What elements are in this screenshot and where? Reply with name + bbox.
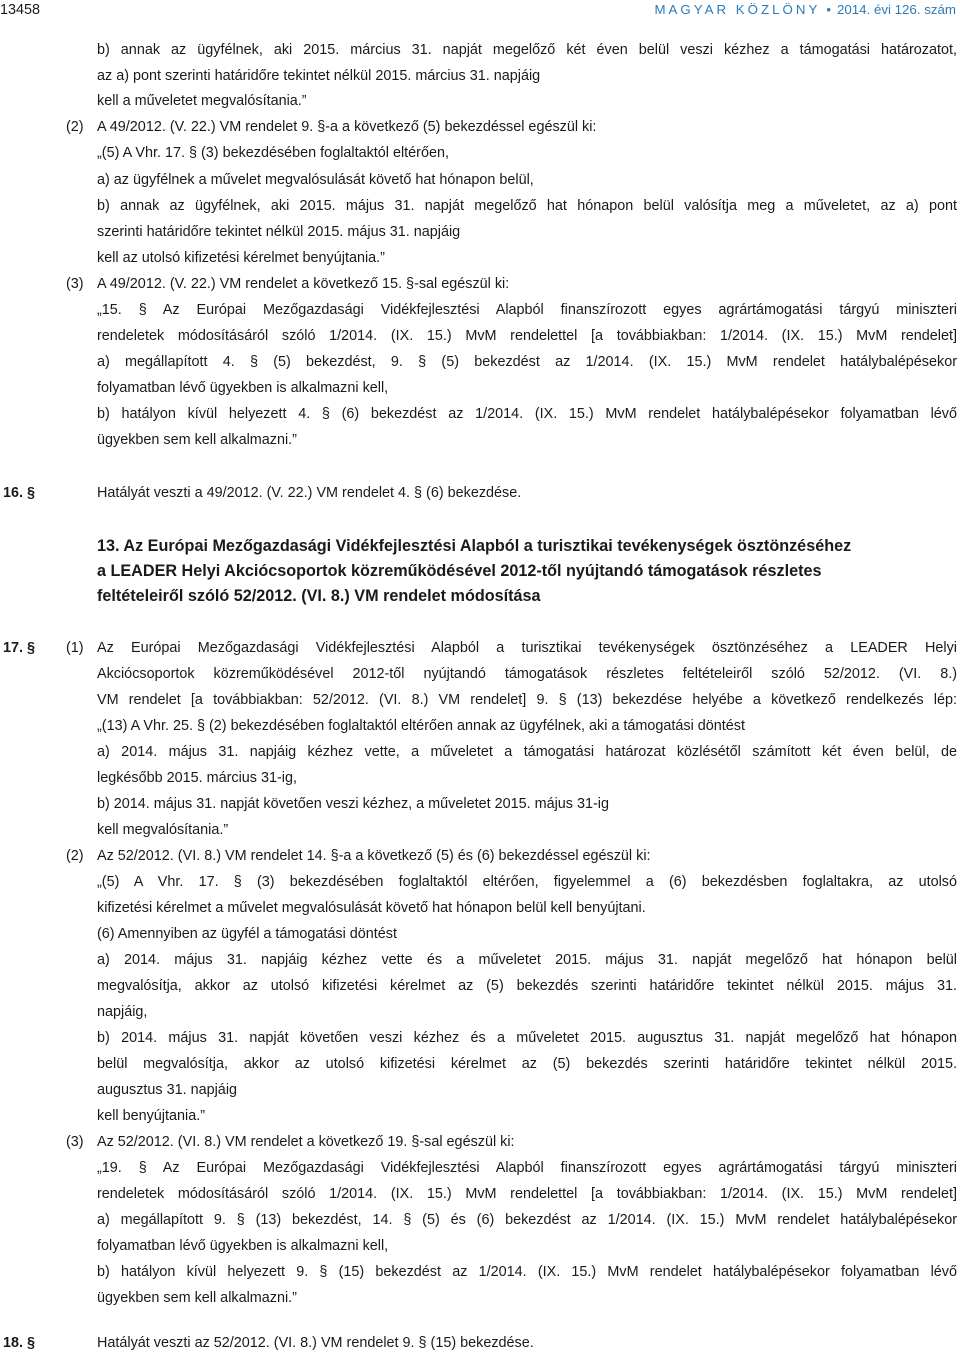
text-line: (6) Amennyiben az ügyfél a támogatási döntést xyxy=(97,926,397,942)
chapter-title-line: a LEADER Helyi Akciócsoportok közreműködésével 2012-től nyújtandó támogatások részletes xyxy=(97,562,822,580)
text-line: ügyekben sem kell alkalmazni.” xyxy=(97,432,297,448)
text-line: kell megvalósítania.” xyxy=(97,822,229,838)
paragraph-number: (1) xyxy=(66,640,84,656)
text-line: rendeletek módosításáról szóló 1/2014. (IX. 15.) MvM rendelettel [a továbbiakban: 1/2014. (IX. 15.) MvM rendelet] xyxy=(97,328,957,344)
text-line: b) 2014. május 31. napját követően veszi kézhez és a műveletet 2015. augusztus 31. napját megelőző hat hónapon xyxy=(97,1030,957,1046)
text-line: Akciócsoportok közreműködésével 2012-től nyújtandó támogatások részletes feltételeiről szóló 52/2012. (VI. 8.) xyxy=(97,666,957,682)
text-line: „(5) A Vhr. 17. § (3) bekezdésében foglaltaktól eltérően, xyxy=(97,145,449,161)
text-line: belül megvalósítja, akkor az utolsó kifizetési kérelmet az (5) bekezdés szerinti határidőre tekintet nélkül 2015. xyxy=(97,1056,957,1072)
text-line: az a) pont szerinti határidőre tekintet nélkül 2015. március 31. napjáig xyxy=(97,68,541,84)
text-line: megvalósítja, akkor az utolsó kifizetési kérelmet az (5) bekezdés szerinti határidőre tekintet nélkül 2015. május 31. xyxy=(97,978,957,994)
text-line: „(13) A Vhr. 25. § (2) bekezdésében foglaltaktól eltérően annak az ügyfélnek, aki a támogatási döntést xyxy=(97,718,745,734)
journal-header xyxy=(654,0,956,20)
text-line: a) megállapított 9. § (13) bekezdést, 14. § (5) és (6) bekezdést az 1/2014. (IX. 15.) MvM rendelet hatálybalépésekor xyxy=(97,1212,957,1228)
text-line: kifizetési kérelmet a művelet megvalósulását követő hat hónapon belül kell benyújtani. xyxy=(97,900,646,916)
text-line: Az 52/2012. (VI. 8.) VM rendelet a következő 19. §-sal egészül ki: xyxy=(97,1134,515,1150)
header-separator: • xyxy=(826,2,831,17)
paragraph-number: (2) xyxy=(66,119,84,135)
text-line: rendeletek módosításáról szóló 1/2014. (IX. 15.) MvM rendelettel [a továbbiakban: 1/2014. (IX. 15.) MvM rendelet] xyxy=(97,1186,957,1202)
text-line: folyamatban lévő ügyekben is alkalmazni kell, xyxy=(97,380,389,396)
issue-label: 2014. évi 126. szám xyxy=(836,2,956,17)
journal-title: MAGYAR KÖZLÖNY xyxy=(654,2,821,17)
text-line: a) megállapított 4. § (5) bekezdést, 9. § (5) bekezdést az 1/2014. (IX. 15.) MvM rendelet hatálybalépésekor xyxy=(97,354,957,370)
text-line: kell benyújtania.” xyxy=(97,1108,205,1124)
text-line: A 49/2012. (V. 22.) VM rendelet a következő 15. §-sal egészül ki: xyxy=(97,276,510,292)
text-line: „(5) A Vhr. 17. § (3) bekezdésében foglaltaktól eltérően, figyelemmel a (6) bekezdésben foglaltakra, az utolsó xyxy=(97,874,957,890)
text-line: A 49/2012. (V. 22.) VM rendelet 9. §-a a következő (5) bekezdéssel egészül ki: xyxy=(97,119,597,135)
text-line: kell az utolsó kifizetési kérelmet benyújtania.” xyxy=(97,250,385,266)
paragraph-number: (2) xyxy=(66,848,84,864)
text-line: „19. § Az Európai Mezőgazdasági Vidékfejlesztési Alapból finanszírozott egyes agrártámogatási tárgyú miniszteri xyxy=(97,1160,957,1176)
text-line: napjáig, xyxy=(97,1004,148,1020)
text-line: kell a műveletet megvalósítania.” xyxy=(97,93,307,109)
text-line: „15. § Az Európai Mezőgazdasági Vidékfejlesztési Alapból finanszírozott egyes agrártámogatási tárgyú miniszteri xyxy=(97,302,957,318)
page-header xyxy=(0,0,960,24)
section-number: 18. § xyxy=(3,1335,36,1351)
text-line: b) 2014. május 31. napját követően veszi kézhez, a műveletet 2015. május 31-ig xyxy=(97,796,609,812)
text-line: Az Európai Mezőgazdasági Vidékfejlesztési Alapból a turisztikai tevékenységek ösztönzéséhez a LEADER Helyi xyxy=(97,640,957,656)
text-line: b) hatályon kívül helyezett 4. § (6) bekezdést az 1/2014. (IX. 15.) MvM rendelet hatálybalépésekor folyamatban lévő xyxy=(97,406,957,422)
page-number: 13458 xyxy=(0,2,41,18)
text-line: VM rendelet [a továbbiakban: 52/2012. (VI. 8.) VM rendelet] 9. § (13) bekezdése helyébe a következő rendelkezés lép: xyxy=(97,692,957,708)
text-line: Hatályát veszti az 52/2012. (VI. 8.) VM rendelet 9. § (15) bekezdése. xyxy=(97,1335,534,1351)
section-number: 17. § xyxy=(3,640,36,656)
text-line: b) annak az ügyfélnek, aki 2015. május 31. napját megelőző hat hónapon belül valósítja meg a műveletet, az a) pont xyxy=(97,198,957,214)
paragraph-number: (3) xyxy=(66,1134,84,1150)
chapter-title-line: 13. Az Európai Mezőgazdasági Vidékfejlesztési Alapból a turisztikai tevékenységek ösztönzéséhez xyxy=(97,537,852,555)
paragraph-number: (3) xyxy=(66,276,84,292)
text-line: ügyekben sem kell alkalmazni.” xyxy=(97,1290,297,1306)
text-line: legkésőbb 2015. március 31-ig, xyxy=(97,770,297,786)
chapter-title-line: feltételeiről szóló 52/2012. (VI. 8.) VM rendelet módosítása xyxy=(97,587,541,605)
text-line: szerinti határidőre tekintet nélkül 2015. május 31. napjáig xyxy=(97,224,461,240)
text-line: Az 52/2012. (VI. 8.) VM rendelet 14. §-a a következő (5) és (6) bekezdéssel egészül ki: xyxy=(97,848,651,864)
text-line: b) annak az ügyfélnek, aki 2015. március 31. napját megelőző két éven belül veszi kézhez a támogatási határozatot, xyxy=(97,42,957,58)
text-line: a) 2014. május 31. napjáig kézhez vette, a műveletet a támogatási határozat közlésétől számított két éven belül, de xyxy=(97,744,957,760)
text-line: Hatályát veszti a 49/2012. (V. 22.) VM rendelet 4. § (6) bekezdése. xyxy=(97,485,522,501)
text-line: augusztus 31. napjáig xyxy=(97,1082,238,1098)
text-line: a) 2014. május 31. napjáig kézhez vette és a műveletet 2015. május 31. napját megelőző hat hónapon belül xyxy=(97,952,957,968)
section-number: 16. § xyxy=(3,485,36,501)
text-line: a) az ügyfélnek a művelet megvalósulását követő hat hónapon belül, xyxy=(97,172,534,188)
text-line: b) hatályon kívül helyezett 9. § (15) bekezdést az 1/2014. (IX. 15.) MvM rendelet hatálybalépésekor folyamatban lévő xyxy=(97,1264,957,1280)
text-line: folyamatban lévő ügyekben is alkalmazni kell, xyxy=(97,1238,389,1254)
